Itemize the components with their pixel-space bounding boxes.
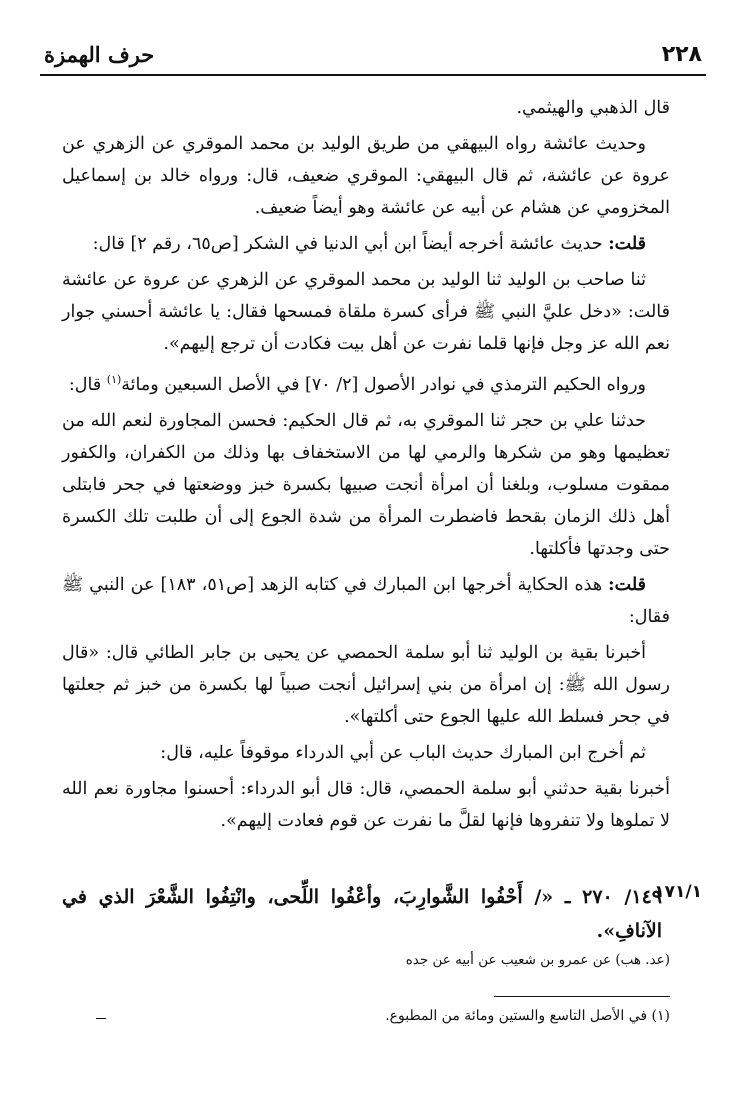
body-text [62,92,670,841]
paragraph-7-text: هذه الحكاية أخرجها ابن المبارك في كتابه الزهد [ص٥١، ١٨٣] عن النبي ﷺ فقال: [62,574,670,627]
paragraph-3-text: حديث عائشة أخرجه أيضاً ابن أبي الدنيا في الشكر [ص٦٥، رقم ٢] قال: [92,234,603,254]
qult-label-2: قلت: [608,574,646,595]
paragraph-5-text-b: قال: [68,374,107,395]
hadith-source: (عد. هب) عن عمرو بن شعيب عن أبيه عن جده [405,952,670,968]
paragraph-7 [62,569,670,633]
footnote-mark: (١) [651,1008,670,1024]
footnote [62,1004,670,1028]
paragraph-10: أخبرنا بقية حدثني أبو سلمة الحمصي، قال: قال أبو الدرداء: أحسنوا مجاورة نعم الله لا تملوها ولا تنفروها فإنها لقلَّ ما نفرت عن قوم فعادت إليهم». [62,778,670,831]
section-title: حرف الهمزة [44,42,155,67]
hadith-text: ١٤٩/ ٢٧٠ ـ «/ أَحْفُوا الشَّوارِبَ، وأعْفُوا اللِّحى، وانْتِفُوا الشَّعْرَ الذي في الآنافِ». [62,886,662,942]
dash-mark [96,1018,106,1019]
paragraph-1: قال الذهبي والهيثمي. [516,98,670,118]
paragraph-5 [62,364,670,401]
hadith-reference: ١٧١/١ [654,882,702,902]
page-number: ٢٢٨ [661,42,702,67]
paragraph-4: ثنا صاحب بن الوليد ثنا الوليد بن محمد الموقري عن الزهري عن عروة عن عائشة قالت: «دخل عليَّ النبي ﷺ فرأى كسرة ملقاة فمسحها فقال: يا عائشة أحسني جوار نعم الله عز وجل فإنها قلما نفرت عن أهل بيت فكادت أن ترجع إليهم». [62,270,670,354]
paragraph-2: وحديث عائشة رواه البيهقي من طريق الوليد بن محمد الموقري عن الزهري عن عروة عن عائشة، ثم قال البيهقي: الموقري ضعيف، قال: ورواه خالد بن إسماعيل المخزومي عن هشام عن أبيه عن عائشة وهو أيضاً ضعيف. [62,134,670,218]
paragraph-5-text-a: ورواه الحكيم الترمذي في نوادر الأصول [٢/ ٧٠] في الأصل السبعين ومائة [121,374,646,395]
paragraph-8: أخبرنا بقية بن الوليد ثنا أبو سلمة الحمصي عن يحيى بن جابر الطائي قال: «قال رسول الله ﷺ: إن امرأة من بني إسرائيل أنجت صبياً لها بكسرة من خبز ثم جعلتها في جحر فسلط الله عليها الجوع حتى أكلتها». [62,642,670,727]
footnote-ref: (١) [106,373,122,386]
paragraph-6: حدثنا علي بن حجر ثنا الموقري به، ثم قال الحكيم: فحسن المجاورة لنعم الله من تعظيمها وهو من شكرها والرمي لها من الاستخفاف بها وذلك من الكفران، والكفور ممقوت مسلوب، وبلغنا أن امرأة أنجت صبيها بكسرة خبز ووضعتها في جحر فابتلى أهل ذلك الزمان بقحط فاضطرت المرأة من شدة الجوع إلى أن طلبت تلك الكسرة حتى وجدتها فأكلتها. [62,410,670,559]
footnote-text: في الأصل التاسع والستين ومائة من المطبوع. [385,1008,648,1024]
page-header [40,38,706,76]
footnote-divider [494,996,670,997]
qult-label: قلت: [608,234,646,254]
hadith-entry [62,880,702,950]
paragraph-9: ثم أخرج ابن المبارك حديث الباب عن أبي الدرداء موقوفاً عليه، قال: [160,742,646,763]
paragraph-3 [62,228,670,260]
